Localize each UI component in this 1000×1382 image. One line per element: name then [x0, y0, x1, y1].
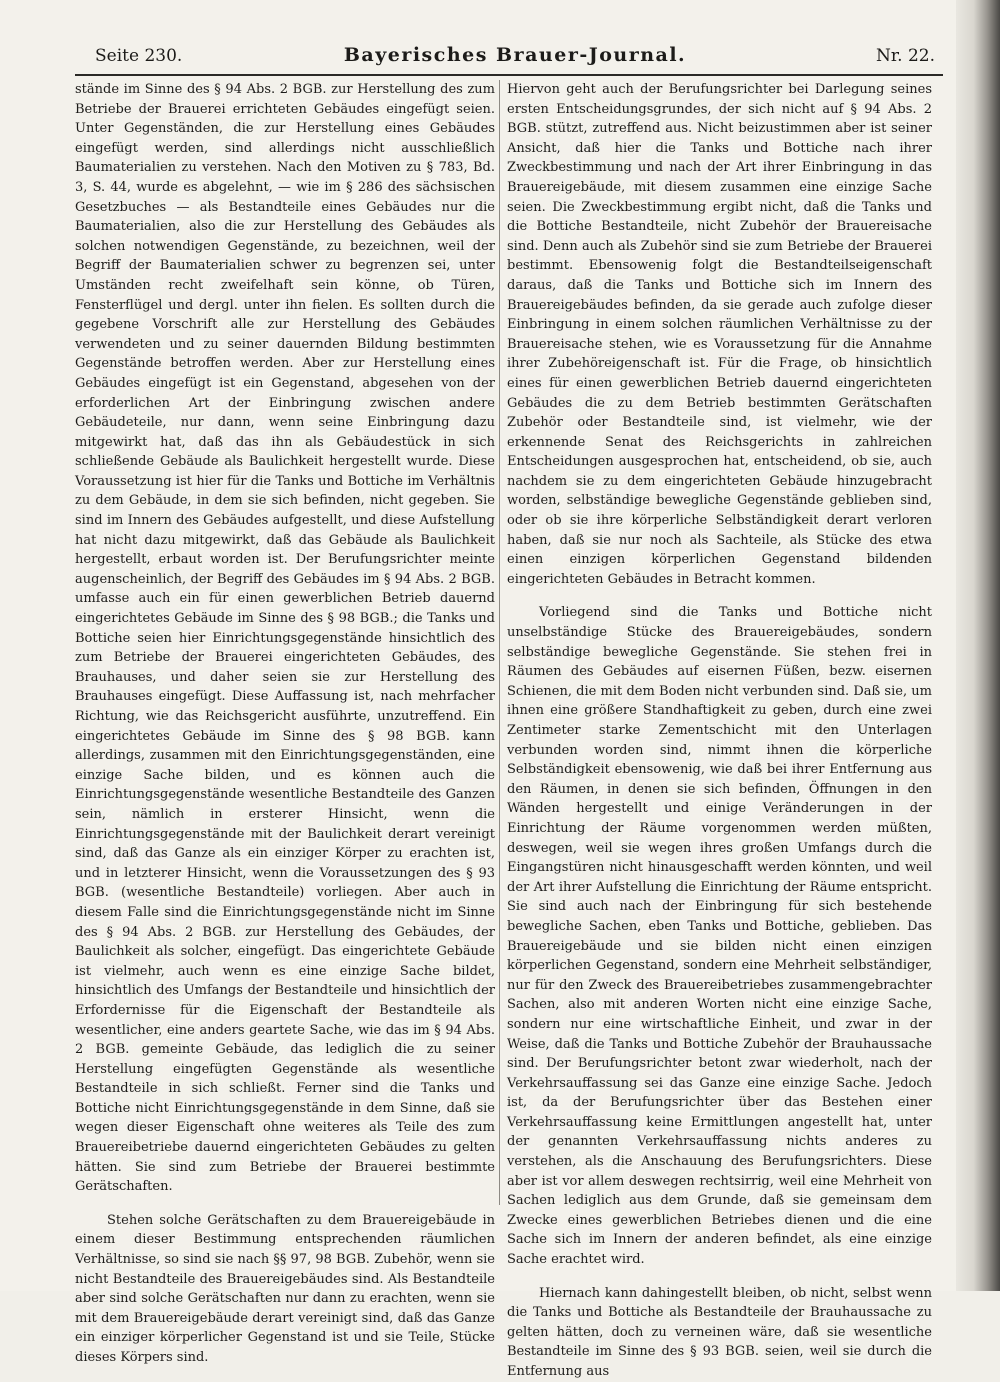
paragraph: Hiernach kann dahingestellt bleiben, ob nicht, selbst wenn die Tanks und Bottiche als Bestandteile der Brauhaussache zu gelten hätten, doch zu verneinen wäre, daß sie wesentliche Bestandteile im Sinne des § 93 BGB. seien, weil sie durch die Entfernung aus: [507, 1285, 932, 1379]
header-rule: [75, 74, 943, 76]
paragraph: stände im Sinne des § 94 Abs. 2 BGB. zur Herstellung des zum Betriebe der Brauerei errichteten Gebäudes eingefügt seien. Unter Gegenständen, die zur Herstellung eines Gebäudes eingefügt werden, sind allerdings nicht ausschließlich Baumaterialien zu verstehen. Nach den Motiven zu § 783, Bd. 3, S. 44, wurde es abgelehnt, — wie im § 286 des sächsischen Gesetzbuches — als Bestandteile eines Gebäudes nur die Baumaterialien, also die zur Herstellung des Gebäudes als solchen notwendigen Gegenstände, zu bezeichnen, weil der Begriff der Baumaterialien schwer zu begrenzen sei, unter Umständen recht zweifelhaft sein könne, ob Türen, Fensterflügel und dergl. unter ihn fielen. Es sollten durch die gegebene Vorschrift alle zur Herstellung des Gebäudes verwendeten und zu seiner dauernden Bildung bestimmten Gegenstände betroffen werden. Aber zur Herstellung eines Gebäudes eingefügt ist ein Gegenstand, abgesehen von der erforderlichen Art der Einbringung zwischen andere Gebäudeteile, nur dann, wenn seine Einbringung dazu mitgewirkt hat, daß das ihn als Gebäudestück in sich schließende Gebäude als Baulichkeit hergestellt wurde. Diese Voraussetzung ist hier für die Tanks und Bottiche im Verhältnis zu dem Gebäude, in dem sie sich befinden, nicht gegeben. Sie sind im Innern des Gebäudes aufgestellt, und diese Aufstellung hat nicht dazu mitgewirkt, daß das Gebäude als Baulichkeit hergestellt, erbaut worden ist. Der Berufungsrichter meinte augenscheinlich, der Begriff des Gebäudes im § 94 Abs. 2 BGB. umfasse auch ein für einen gewerblichen Betrieb dauernd eingerichtetes Gebäude im Sinne des § 98 BGB.; die Tanks und Bottiche seien hier Einrichtungsgegenstände hinsichtlich des zum Betriebe der Brauerei eingerichteten Gebäudes, des Brauhauses, und daher seien sie zur Herstellung des Brauhauses eingefügt. Diese Auffassung ist, nach mehrfacher Richtung, wie das Reichsgericht ausführte, unzutreffend. Ein eingerichtetes Gebäude im Sinne des § 98 BGB. kann allerdings, zusammen mit den Einrichtungsgegenständen, eine einzige Sache bilden, und es können auch die Einrichtungsgegenstände wesentliche Bestandteile des Ganzen sein, nämlich in ersterer Hinsicht, wenn die Einrichtungsgegenstände mit der Baulichkeit derart vereinigt sind, daß das Ganze als ein einziger Körper zu erachten ist, und in letzterer Hinsicht, wenn die Voraussetzungen des § 93 BGB. (wesentliche Bestandteile) vorliegen. Aber auch in diesem Falle sind die Einrichtungsgegenstände nicht im Sinne des § 94 Abs. 2 BGB. zur Herstellung des Gebäudes, der Baulichkeit als solcher, eingefügt. Das eingerichtete Gebäude ist vielmehr, auch wenn es eine einzige Sache bildet, hinsichtlich des Umfangs der Bestandteile und hinsichtlich der Erfordernisse für die Eigenschaft der Bestandteile als wesentlicher, eine anders geartete Sache, wie das im § 94 Abs. 2 BGB. gemeinte Gebäude, das lediglich die zu seiner Herstellung eingefügten Gegenstände als wesentliche Bestandteile in sich schließt. Ferner sind die Tanks und Bottiche nicht Einrichtungsgegenstände in dem Sinne, daß sie wegen dieser Eigenschaft ohne weiteres als Teile des zum Brauereibetriebe dauernd eingerichteten Gebäudes zu gelten hätten. Sie sind zum Betriebe der Brauerei bestimmte Gerätschaften.: [75, 82, 495, 1195]
paragraph: Hiervon geht auch der Berufungsrichter bei Darlegung seines ersten Entscheidungsgrundes, der sich nicht auf § 94 Abs. 2 BGB. stützt, zutreffend aus. Nicht beizustimmen aber ist seiner Ansicht, daß hier die Tanks und Bottiche nach ihrer Zweckbestimmung und nach der Art ihrer Einbringung in das Brauereigebäude, mit diesem zusammen eine einzige Sache seien. Die Zweckbestimmung ergibt nicht, daß die Tanks und die Bottiche Bestandteile, nicht Zubehör der Brauereisache sind. Denn auch als Zubehör sind sie zum Betriebe der Brauerei bestimmt. Ebensowenig folgt die Bestandteilseigenschaft daraus, daß die Tanks und Bottiche sich im Innern des Brauereigebäudes befinden, da sie gerade auch zufolge dieser Einbringung in einem solchen räumlichen Verhältnisse zu der Brauereisache stehen, wie es Voraussetzung für die Annahme ihrer Zubehöreigenschaft ist. Für die Frage, ob hinsichtlich eines für einen gewerblichen Betrieb dauernd eingerichteten Gebäudes die zu dem Betrieb bestimmten Gerätschaften Zubehör oder Bestandteile sind, ist vielmehr, wie der erkennende Senat des Reichsgerichts in zahlreichen Entscheidungen ausgesprochen hat, entscheidend, ob sie, auch nachdem sie zu dem eingerichteten Gebäude hinzugebracht worden, selbständige bewegliche Gegenstände geblieben sind, oder ob sie ihre körperliche Selbständigkeit derart verloren haben, daß sie nur noch als Sachteile, als Stücke des etwa einen einzigen körperlichen Gegenstand bildenden eingerichteten Gebäudes in Betracht kommen.: [507, 82, 932, 587]
right-column: [507, 80, 932, 1382]
column-divider: [499, 80, 500, 1205]
left-column: [75, 80, 495, 1368]
page-number: Seite 230.: [95, 46, 183, 66]
issue-number: Nr. 22.: [876, 46, 935, 66]
paragraph: Stehen solche Gerätschaften zu dem Brauereigebäude in einem dieser Bestimmung entsprechenden räumlichen Verhältnisse, so sind sie nach §§ 97, 98 BGB. Zubehör, wenn sie nicht Bestandteile des Brauereigebäudes sind. Als Bestandteile aber sind solche Gerätschaften nur dann zu erachten, wenn sie mit dem Brauereigebäude derart vereinigt sind, daß das Ganze ein einziger körperlicher Gegenstand ist und sie Teile, Stücke dieses Körpers sind.: [75, 1212, 495, 1365]
page-edge-shadow: [956, 0, 1000, 1291]
paragraph: Vorliegend sind die Tanks und Bottiche nicht unselbständige Stücke des Brauereigebäudes, sondern selbständige bewegliche Gegenstände. Sie stehen frei in Räumen des Gebäudes auf eisernen Füßen, bezw. eisernen Schienen, die mit dem Boden nicht verbunden sind. Daß sie, um ihnen eine größere Standhaftigkeit zu geben, durch eine zwei Zentimeter starke Zementschicht mit den Unterlagen verbunden worden sind, nimmt ihnen die körperliche Selbständigkeit ebensowenig, wie daß bei ihrer Entfernung aus den Räumen, in denen sie sich befinden, Öffnungen in den Wänden hergestellt und einige Veränderungen in der Einrichtung der Räume vorgenommen werden müßten, deswegen, weil sie wegen ihres großen Umfangs durch die Eingangstüren nicht hinausgeschafft werden könnten, und weil der Art ihrer Aufstellung die Einrichtung der Räume entspricht. Sie sind auch nach der Einbringung für sich bestehende bewegliche Sachen, eben Tanks und Bottiche, geblieben. Das Brauereigebäude und sie bilden nicht einen einzigen körperlichen Gegenstand, sondern eine Mehrheit selbständiger, nur für den Zweck des Brauereibetriebes zusammengebrachter Sachen, also mit anderen Worten nicht eine einzige Sache, sondern nur eine wirtschaftliche Einheit, und zwar in der Weise, daß die Tanks und Bottiche Zubehör der Brauhaussache sind. Der Berufungsrichter betont zwar wiederholt, nach der Verkehrsauffassung sei das Ganze eine einzige Sache. Jedoch ist, da der Berufungsrichter über das Bestehen einer Verkehrsauffassung keine Ermittlungen angestellt hat, unter der genannten Verkehrsauffassung nichts anderes zu verstehen, als die Anschauung des Berufungsrichters. Diese aber ist vor allem deswegen rechtsirrig, weil eine Mehrheit von Sachen lediglich aus dem Grunde, daß sie gemeinsam dem Zwecke eines gewerblichen Betriebes dienen und die eine Sache sich im Innern der anderen befindet, als eine einzige Sache erachtet wird.: [507, 605, 932, 1268]
journal-title: Bayerisches Brauer-Journal.: [343, 44, 687, 66]
page-header: [95, 42, 935, 72]
